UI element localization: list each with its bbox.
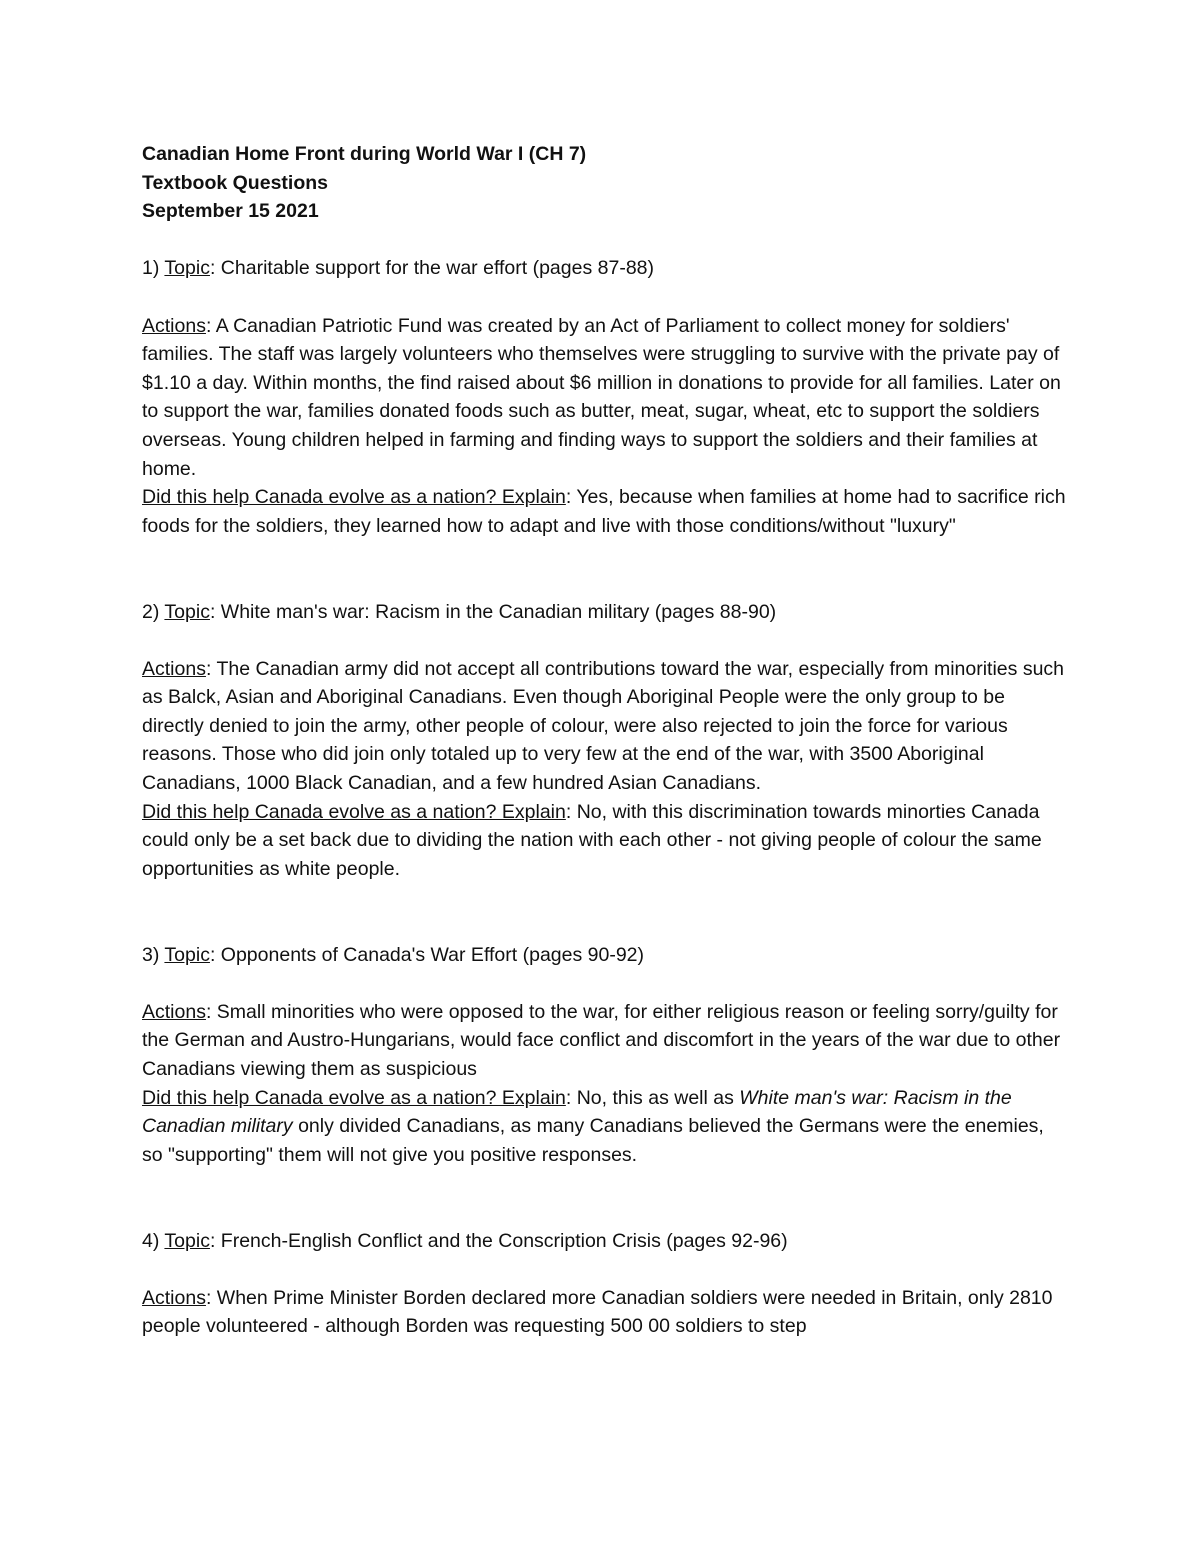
actions-label: Actions (142, 1286, 206, 1309)
section-1 (142, 254, 1067, 540)
actions-text: A Canadian Patriotic Fund was created by an Act of Parliament to collect money for soldiers' families. The staff was largely volunteers who themselves were struggling to survive with the private pay of $1.10 a day. Within months, the find raised about $6 million in donations to provide for all families. Later on to support the war, families donated foods such as butter, meat, sugar, wheat, etc to support the soldiers overseas. Young children helped in farming and finding ways to support the soldiers and their families at home. (142, 314, 1061, 480)
explain-text-italic: White man's war: Racism in the Canadian military (142, 1086, 1012, 1138)
document-date: September 15 2021 (142, 200, 319, 223)
actions-paragraph: Actions: A Canadian Patriotic Fund was created by an Act of Parliament to collect money for soldiers' families. The staff was largely volunteers who themselves were struggling to survive with the private pay of $1.10 a day. Within months, the find raised about $6 million in donations to provide for all families. Later on to support the war, families donated foods such as butter, meat, sugar, wheat, etc to support the soldiers overseas. Young children helped in farming and finding ways to support the soldiers and their families at home. (142, 314, 1061, 480)
actions-label: Actions (142, 657, 206, 680)
section-number: 3) (142, 943, 160, 966)
section-number: 4) (142, 1229, 160, 1252)
explain-label: Did this help Canada evolve as a nation? Explain (142, 486, 566, 509)
explain-label: Did this help Canada evolve as a nation? Explain (142, 1086, 566, 1109)
actions-text: The Canadian army did not accept all contributions toward the war, especially from minorities such as Balck, Asian and Aboriginal Canadians. Even though Aboriginal People were the only group to be directly denied to join the army, other people of colour, were also rejected to join the force for various reasons. Those who did join only totaled up to very few at the end of the war, with 3500 Aboriginal Canadians, 1000 Black Canadian, and a few hundred Asian Canadians. (142, 657, 1065, 795)
document-body (142, 140, 1067, 1341)
actions-text: When Prime Minister Borden declared more Canadian soldiers were needed in Britain, only 2810 people volunteered - although Borden was requesting 500 00 soldiers to step (142, 1286, 1053, 1338)
explain-paragraph: Did this help Canada evolve as a nation? Explain: Yes, because when families at home had to sacrifice rich foods for the soldiers, they learned how to adapt and live with those conditions/without "luxury" (142, 486, 1066, 537)
section-topic-line: 1) Topic: Charitable support for the war effort (pages 87-88) (142, 257, 655, 280)
document-title: Canadian Home Front during World War I (CH 7) (142, 143, 587, 165)
topic-label: Topic (164, 257, 210, 280)
explain-label: Did this help Canada evolve as a nation? Explain (142, 800, 566, 823)
document-subtitle: Textbook Questions (142, 171, 328, 194)
section-2 (142, 598, 1067, 884)
section-4 (142, 1227, 1067, 1341)
document-header (142, 140, 1067, 226)
explain-paragraph: Did this help Canada evolve as a nation? Explain: No, this as well as White man's war: Racism in the Canadian military only divided Canadians, as many Canadians believed the Germans were the enemies, so "supporting" them will not give you positive responses. (142, 1086, 1044, 1166)
explain-text: Yes, because when families at home had to sacrifice rich foods for the soldiers, they learned how to adapt and live with those conditions/without "luxury" (142, 486, 1066, 537)
actions-label: Actions (142, 1000, 206, 1023)
topic-label: Topic (164, 1229, 210, 1252)
topic-label: Topic (164, 943, 210, 966)
actions-paragraph: Actions: The Canadian army did not accept all contributions toward the war, especially from minorities such as Balck, Asian and Aboriginal Canadians. Even though Aboriginal People were the only group to be directly denied to join the army, other people of colour, were also rejected to join the force for various reasons. Those who did join only totaled up to very few at the end of the war, with 3500 Aboriginal Canadians, 1000 Black Canadian, and a few hundred Asian Canadians. (142, 657, 1065, 795)
section-topic-line: 2) Topic: White man's war: Racism in the Canadian military (pages 88-90) (142, 600, 777, 623)
actions-text: Small minorities who were opposed to the war, for either religious reason or feeling sorry/guilty for the German and Austro-Hungarians, would face conflict and discomfort in the years of the war due to other Canadians viewing them as suspicious (142, 1000, 1061, 1080)
actions-paragraph: Actions: Small minorities who were opposed to the war, for either religious reason or feeling sorry/guilty for the German and Austro-Hungarians, would face conflict and discomfort in the years of the war due to other Canadians viewing them as suspicious (142, 1000, 1061, 1080)
explain-text-before: No, this as well as (576, 1086, 734, 1109)
topic-text: Opponents of Canada's War Effort (pages 90-92) (220, 943, 645, 966)
topic-text: French-English Conflict and the Conscription Crisis (pages 92-96) (220, 1229, 788, 1252)
topic-label: Topic (164, 600, 210, 623)
explain-text-after: only divided Canadians, as many Canadians believed the Germans were the enemies, so "supporting" them will not give you positive responses. (142, 1115, 1044, 1166)
section-topic-line: 4) Topic: French-English Conflict and the Conscription Crisis (pages 92-96) (142, 1229, 788, 1252)
topic-text: Charitable support for the war effort (pages 87-88) (220, 257, 655, 280)
topic-text: White man's war: Racism in the Canadian military (pages 88-90) (220, 600, 777, 623)
section-number: 1) (142, 257, 160, 280)
section-topic-line: 3) Topic: Opponents of Canada's War Effort (pages 90-92) (142, 943, 645, 966)
actions-label: Actions (142, 314, 206, 337)
section-number: 2) (142, 600, 160, 623)
actions-paragraph: Actions: When Prime Minister Borden declared more Canadian soldiers were needed in Britain, only 2810 people volunteered - although Borden was requesting 500 00 soldiers to step (142, 1286, 1053, 1338)
section-3 (142, 941, 1067, 1170)
explain-paragraph: Did this help Canada evolve as a nation? Explain: No, with this discrimination towards minorties Canada could only be a set back due to dividing the nation with each other - not giving people of colour the same opportunities as white people. (142, 800, 1042, 880)
explain-text: No, with this discrimination towards minorties Canada could only be a set back due to dividing the nation with each other - not giving people of colour the same opportunities as white people. (142, 800, 1042, 880)
